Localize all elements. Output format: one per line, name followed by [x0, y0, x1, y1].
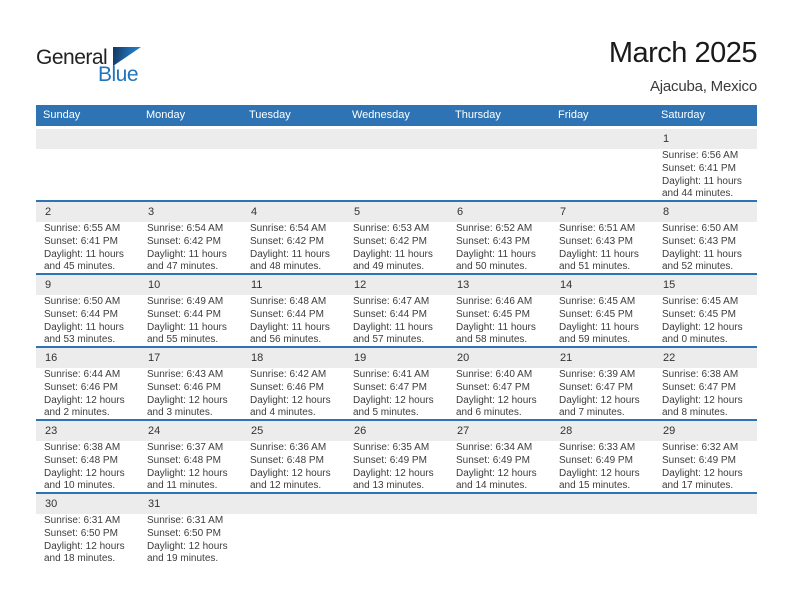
- calendar-weeks: [36, 129, 757, 565]
- day-number-22: 22: [663, 352, 676, 364]
- day-number-11: 11: [251, 279, 263, 291]
- daylight-line-1: Daylight: 12 hours: [44, 540, 125, 552]
- day-number-17: 17: [148, 352, 161, 364]
- day-content-row: [36, 295, 757, 346]
- daylight-line-2: and 17 minutes.: [662, 480, 734, 492]
- day-cell-21: [551, 368, 654, 419]
- daylight-line-1: Daylight: 12 hours: [147, 467, 228, 479]
- daylight-line-2: and 5 minutes.: [353, 407, 419, 419]
- empty-day-number: [242, 129, 345, 149]
- sunrise-line: Sunrise: 6:51 AM: [559, 223, 636, 234]
- empty-day-number: [448, 494, 551, 514]
- daylight-line-1: Daylight: 11 hours: [250, 248, 330, 260]
- empty-day-number: [654, 494, 757, 514]
- day-cell-25: [242, 441, 345, 492]
- daylight-line-2: and 47 minutes.: [147, 261, 219, 273]
- daylight-line-2: and 49 minutes.: [353, 261, 425, 273]
- day-cell-10: [139, 295, 242, 346]
- daylight-line-2: and 3 minutes.: [147, 407, 213, 419]
- sunset-line: Sunset: 6:41 PM: [44, 235, 118, 247]
- daylight-line-1: Daylight: 12 hours: [353, 467, 434, 479]
- sunrise-line: Sunrise: 6:56 AM: [662, 150, 739, 161]
- day-cell-1: [654, 149, 757, 200]
- day-number-15: 15: [663, 279, 676, 291]
- daylight-line-1: Daylight: 11 hours: [44, 248, 124, 260]
- daylight-line-1: Daylight: 11 hours: [353, 321, 433, 333]
- daylight-line-1: Daylight: 11 hours: [147, 248, 227, 260]
- daylight-line-2: and 15 minutes.: [559, 480, 631, 492]
- day-content-row: [36, 222, 757, 273]
- day-number-31: 31: [148, 498, 161, 510]
- sunrise-line: Sunrise: 6:50 AM: [662, 223, 739, 234]
- sunset-line: Sunset: 6:44 PM: [353, 308, 427, 320]
- day-cell-19: [345, 368, 448, 419]
- day-number-8: 8: [663, 206, 670, 218]
- empty-day-cell: [551, 514, 654, 565]
- sunrise-line: Sunrise: 6:38 AM: [44, 442, 121, 453]
- daylight-line-1: Daylight: 11 hours: [44, 321, 124, 333]
- daylight-line-2: and 55 minutes.: [147, 334, 219, 346]
- daylight-line-2: and 59 minutes.: [559, 334, 631, 346]
- sunset-line: Sunset: 6:48 PM: [44, 454, 118, 466]
- day-number-30: 30: [45, 498, 58, 510]
- day-number-6: 6: [457, 206, 464, 218]
- day-number-24: 24: [148, 425, 161, 437]
- sunset-line: Sunset: 6:49 PM: [559, 454, 633, 466]
- day-number-12: 12: [354, 279, 367, 291]
- week-row-4: [36, 346, 757, 419]
- sunrise-line: Sunrise: 6:39 AM: [559, 369, 636, 380]
- empty-day-cell: [345, 514, 448, 565]
- empty-day-number: [551, 494, 654, 514]
- daylight-line-2: and 10 minutes.: [44, 480, 116, 492]
- sunset-line: Sunset: 6:50 PM: [44, 527, 118, 539]
- sunset-line: Sunset: 6:46 PM: [250, 381, 324, 393]
- day-cell-31: [139, 514, 242, 565]
- sunset-line: Sunset: 6:47 PM: [559, 381, 633, 393]
- daylight-line-1: Daylight: 12 hours: [662, 394, 743, 406]
- weekday-label-wednesday: Wednesday: [352, 109, 410, 121]
- day-cell-20: [448, 368, 551, 419]
- day-cell-9: [36, 295, 139, 346]
- day-cell-18: [242, 368, 345, 419]
- empty-day-cell: [654, 514, 757, 565]
- empty-day-cell: [242, 514, 345, 565]
- sunset-line: Sunset: 6:43 PM: [559, 235, 633, 247]
- sunset-line: Sunset: 6:45 PM: [559, 308, 633, 320]
- daylight-line-2: and 14 minutes.: [456, 480, 528, 492]
- daylight-line-2: and 58 minutes.: [456, 334, 528, 346]
- daylight-line-2: and 18 minutes.: [44, 553, 116, 565]
- sunset-line: Sunset: 6:46 PM: [147, 381, 221, 393]
- sunrise-line: Sunrise: 6:53 AM: [353, 223, 430, 234]
- empty-day-cell: [345, 149, 448, 200]
- day-number-strip: [36, 202, 757, 222]
- sunset-line: Sunset: 6:43 PM: [662, 235, 736, 247]
- sunrise-line: Sunrise: 6:52 AM: [456, 223, 533, 234]
- daylight-line-2: and 53 minutes.: [44, 334, 116, 346]
- general-blue-logo: [36, 44, 166, 90]
- week-row-1: [36, 129, 757, 200]
- day-number-25: 25: [251, 425, 264, 437]
- sunrise-line: Sunrise: 6:47 AM: [353, 296, 430, 307]
- sunrise-line: Sunrise: 6:31 AM: [147, 515, 224, 526]
- day-cell-24: [139, 441, 242, 492]
- sunrise-line: Sunrise: 6:54 AM: [147, 223, 224, 234]
- sunrise-line: Sunrise: 6:33 AM: [559, 442, 636, 453]
- daylight-line-2: and 8 minutes.: [662, 407, 728, 419]
- day-cell-8: [654, 222, 757, 273]
- sunset-line: Sunset: 6:46 PM: [44, 381, 118, 393]
- sunset-line: Sunset: 6:50 PM: [147, 527, 221, 539]
- sunset-line: Sunset: 6:41 PM: [662, 162, 736, 174]
- day-cell-15: [654, 295, 757, 346]
- logo-text-general: General: [36, 46, 108, 69]
- sunrise-line: Sunrise: 6:49 AM: [147, 296, 224, 307]
- day-cell-28: [551, 441, 654, 492]
- day-number-18: 18: [251, 352, 264, 364]
- sunrise-line: Sunrise: 6:45 AM: [662, 296, 739, 307]
- day-number-strip: [36, 129, 757, 149]
- empty-day-cell: [448, 149, 551, 200]
- day-cell-4: [242, 222, 345, 273]
- daylight-line-1: Daylight: 12 hours: [662, 467, 743, 479]
- day-cell-3: [139, 222, 242, 273]
- day-cell-30: [36, 514, 139, 565]
- day-number-19: 19: [354, 352, 367, 364]
- week-row-2: [36, 200, 757, 273]
- day-number-7: 7: [560, 206, 567, 218]
- empty-day-cell: [551, 149, 654, 200]
- day-content-row: [36, 149, 757, 200]
- sunrise-line: Sunrise: 6:55 AM: [44, 223, 121, 234]
- sunrise-line: Sunrise: 6:34 AM: [456, 442, 533, 453]
- sunset-line: Sunset: 6:43 PM: [456, 235, 530, 247]
- day-cell-12: [345, 295, 448, 346]
- sunset-line: Sunset: 6:44 PM: [147, 308, 221, 320]
- sunrise-line: Sunrise: 6:42 AM: [250, 369, 327, 380]
- day-cell-2: [36, 222, 139, 273]
- day-number-28: 28: [560, 425, 573, 437]
- sunset-line: Sunset: 6:49 PM: [353, 454, 427, 466]
- daylight-line-1: Daylight: 12 hours: [250, 394, 331, 406]
- daylight-line-2: and 44 minutes.: [662, 188, 734, 200]
- day-cell-16: [36, 368, 139, 419]
- day-number-10: 10: [148, 279, 161, 291]
- empty-day-number: [345, 129, 448, 149]
- sunset-line: Sunset: 6:45 PM: [456, 308, 530, 320]
- daylight-line-2: and 56 minutes.: [250, 334, 322, 346]
- day-cell-13: [448, 295, 551, 346]
- day-number-27: 27: [457, 425, 470, 437]
- daylight-line-2: and 12 minutes.: [250, 480, 322, 492]
- month-title: March 2025: [608, 37, 757, 69]
- empty-day-number: [242, 494, 345, 514]
- day-cell-29: [654, 441, 757, 492]
- day-number-14: 14: [560, 279, 573, 291]
- calendar-table: [36, 105, 757, 565]
- week-row-3: [36, 273, 757, 346]
- daylight-line-2: and 6 minutes.: [456, 407, 522, 419]
- day-cell-23: [36, 441, 139, 492]
- day-cell-11: [242, 295, 345, 346]
- empty-day-number: [448, 129, 551, 149]
- day-number-21: 21: [560, 352, 573, 364]
- weekday-header-row: [36, 105, 757, 126]
- day-number-20: 20: [457, 352, 470, 364]
- day-number-29: 29: [663, 425, 676, 437]
- sunset-line: Sunset: 6:48 PM: [147, 454, 221, 466]
- day-number-2: 2: [45, 206, 52, 218]
- sunrise-line: Sunrise: 6:48 AM: [250, 296, 327, 307]
- day-number-strip: [36, 275, 757, 295]
- daylight-line-2: and 48 minutes.: [250, 261, 322, 273]
- sunrise-line: Sunrise: 6:35 AM: [353, 442, 430, 453]
- sunrise-line: Sunrise: 6:43 AM: [147, 369, 224, 380]
- sunrise-line: Sunrise: 6:45 AM: [559, 296, 636, 307]
- day-number-9: 9: [45, 279, 52, 291]
- daylight-line-1: Daylight: 12 hours: [250, 467, 331, 479]
- daylight-line-1: Daylight: 11 hours: [559, 321, 639, 333]
- empty-day-cell: [448, 514, 551, 565]
- daylight-line-1: Daylight: 12 hours: [44, 394, 125, 406]
- logo-text-blue: Blue: [98, 63, 139, 86]
- weekday-label-tuesday: Tuesday: [249, 109, 291, 121]
- daylight-line-1: Daylight: 11 hours: [662, 175, 742, 187]
- day-content-row: [36, 368, 757, 419]
- daylight-line-1: Daylight: 12 hours: [456, 394, 537, 406]
- day-cell-22: [654, 368, 757, 419]
- sunrise-line: Sunrise: 6:31 AM: [44, 515, 121, 526]
- sunrise-line: Sunrise: 6:46 AM: [456, 296, 533, 307]
- daylight-line-1: Daylight: 12 hours: [456, 467, 537, 479]
- week-row-5: [36, 419, 757, 492]
- day-cell-26: [345, 441, 448, 492]
- daylight-line-2: and 50 minutes.: [456, 261, 528, 273]
- daylight-line-1: Daylight: 11 hours: [559, 248, 639, 260]
- day-number-13: 13: [457, 279, 470, 291]
- day-number-strip: [36, 494, 757, 514]
- weekday-label-sunday: Sunday: [43, 109, 81, 121]
- sunrise-line: Sunrise: 6:32 AM: [662, 442, 739, 453]
- daylight-line-2: and 4 minutes.: [250, 407, 316, 419]
- day-number-strip: [36, 421, 757, 441]
- day-cell-17: [139, 368, 242, 419]
- sunset-line: Sunset: 6:44 PM: [44, 308, 118, 320]
- sunset-line: Sunset: 6:47 PM: [456, 381, 530, 393]
- sunrise-line: Sunrise: 6:41 AM: [353, 369, 430, 380]
- daylight-line-2: and 7 minutes.: [559, 407, 625, 419]
- daylight-line-2: and 13 minutes.: [353, 480, 425, 492]
- sunrise-line: Sunrise: 6:37 AM: [147, 442, 224, 453]
- day-number-4: 4: [251, 206, 258, 218]
- location-subtitle: Ajacuba, Mexico: [649, 78, 757, 95]
- daylight-line-1: Daylight: 12 hours: [353, 394, 434, 406]
- daylight-line-2: and 45 minutes.: [44, 261, 116, 273]
- day-number-3: 3: [148, 206, 155, 218]
- sunset-line: Sunset: 6:42 PM: [147, 235, 221, 247]
- sunset-line: Sunset: 6:42 PM: [353, 235, 427, 247]
- day-number-23: 23: [45, 425, 58, 437]
- sunset-line: Sunset: 6:48 PM: [250, 454, 324, 466]
- empty-day-number: [551, 129, 654, 149]
- sunset-line: Sunset: 6:45 PM: [662, 308, 736, 320]
- empty-day-cell: [242, 149, 345, 200]
- daylight-line-1: Daylight: 12 hours: [559, 467, 640, 479]
- sunrise-line: Sunrise: 6:38 AM: [662, 369, 739, 380]
- day-cell-6: [448, 222, 551, 273]
- sunset-line: Sunset: 6:42 PM: [250, 235, 324, 247]
- day-cell-14: [551, 295, 654, 346]
- empty-day-cell: [139, 149, 242, 200]
- weekday-label-friday: Friday: [558, 109, 589, 121]
- daylight-line-2: and 57 minutes.: [353, 334, 425, 346]
- daylight-line-2: and 19 minutes.: [147, 553, 219, 565]
- sunset-line: Sunset: 6:47 PM: [353, 381, 427, 393]
- sunrise-line: Sunrise: 6:36 AM: [250, 442, 327, 453]
- daylight-line-2: and 11 minutes.: [147, 480, 218, 492]
- day-number-26: 26: [354, 425, 367, 437]
- weekday-label-saturday: Saturday: [661, 109, 706, 121]
- weekday-label-monday: Monday: [146, 109, 186, 121]
- daylight-line-2: and 51 minutes.: [559, 261, 631, 273]
- sunrise-line: Sunrise: 6:50 AM: [44, 296, 121, 307]
- empty-day-number: [36, 129, 139, 149]
- day-cell-27: [448, 441, 551, 492]
- sunrise-line: Sunrise: 6:54 AM: [250, 223, 327, 234]
- week-row-6: [36, 492, 757, 565]
- daylight-line-1: Daylight: 11 hours: [250, 321, 330, 333]
- empty-day-number: [139, 129, 242, 149]
- sunset-line: Sunset: 6:49 PM: [456, 454, 530, 466]
- sunset-line: Sunset: 6:47 PM: [662, 381, 736, 393]
- sunrise-line: Sunrise: 6:40 AM: [456, 369, 533, 380]
- day-cell-7: [551, 222, 654, 273]
- daylight-line-1: Daylight: 12 hours: [147, 540, 228, 552]
- day-content-row: [36, 441, 757, 492]
- daylight-line-1: Daylight: 11 hours: [353, 248, 433, 260]
- daylight-line-1: Daylight: 12 hours: [147, 394, 228, 406]
- day-number-1: 1: [663, 133, 670, 145]
- daylight-line-1: Daylight: 12 hours: [44, 467, 125, 479]
- day-number-5: 5: [354, 206, 361, 218]
- sunset-line: Sunset: 6:44 PM: [250, 308, 324, 320]
- daylight-line-1: Daylight: 11 hours: [662, 248, 742, 260]
- day-content-row: [36, 514, 757, 565]
- day-number-16: 16: [45, 352, 58, 364]
- daylight-line-1: Daylight: 12 hours: [559, 394, 640, 406]
- daylight-line-1: Daylight: 11 hours: [456, 321, 536, 333]
- daylight-line-2: and 0 minutes.: [662, 334, 728, 346]
- daylight-line-1: Daylight: 11 hours: [456, 248, 536, 260]
- daylight-line-2: and 52 minutes.: [662, 261, 734, 273]
- sunset-line: Sunset: 6:49 PM: [662, 454, 736, 466]
- day-number-strip: [36, 348, 757, 368]
- daylight-line-2: and 2 minutes.: [44, 407, 110, 419]
- weekday-label-thursday: Thursday: [455, 109, 501, 121]
- sunrise-line: Sunrise: 6:44 AM: [44, 369, 121, 380]
- daylight-line-1: Daylight: 11 hours: [147, 321, 227, 333]
- day-cell-5: [345, 222, 448, 273]
- empty-day-number: [345, 494, 448, 514]
- title-block: [609, 36, 757, 95]
- daylight-line-1: Daylight: 12 hours: [662, 321, 743, 333]
- empty-day-cell: [36, 149, 139, 200]
